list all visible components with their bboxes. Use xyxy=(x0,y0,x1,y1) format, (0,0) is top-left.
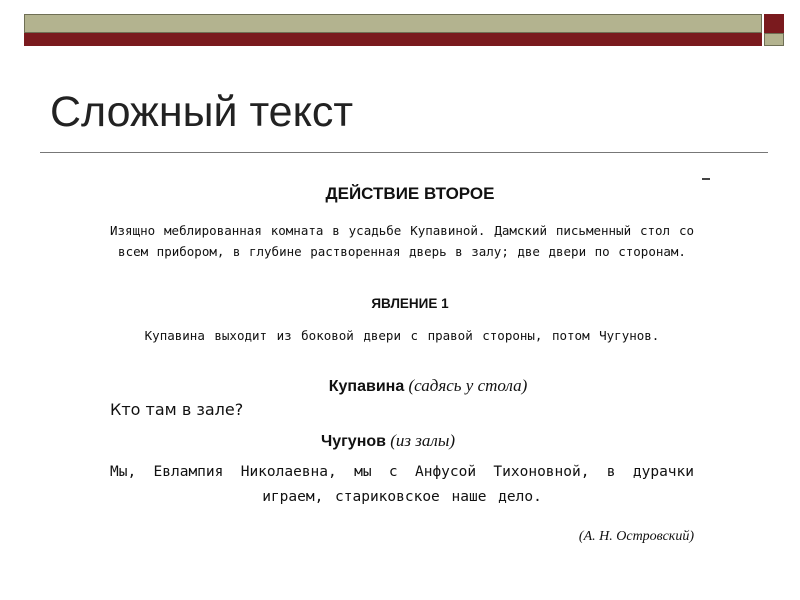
scanned-text-excerpt xyxy=(110,178,694,558)
speaker-remark: (садясь у стола) xyxy=(408,376,528,395)
scene-heading: ЯВЛЕНИЕ 1 xyxy=(371,296,449,311)
scan-mark xyxy=(702,178,710,180)
header-band-maroon xyxy=(24,33,762,46)
header-band-olive xyxy=(24,14,762,33)
speaker-chugunov xyxy=(96,431,680,452)
title-divider xyxy=(40,152,768,153)
header-corner-square-maroon xyxy=(764,14,784,33)
speaker-remark: (из залы) xyxy=(390,431,455,450)
dialogue-line-kupavina: Кто там в зале? xyxy=(110,400,244,419)
author-attribution: (А. Н. Островский) xyxy=(578,529,694,544)
speaker-name: Купавина xyxy=(328,378,405,395)
slide-title: Сложный текст xyxy=(50,88,354,136)
scene-direction: Купавина выходит из боковой двери с правой стороны, потом Чугунов. xyxy=(144,328,660,343)
act-heading: ДЕЙСТВИЕ ВТОРОЕ xyxy=(325,184,495,203)
stage-direction: Изящно меблированная комната в усадьбе Купавиной. Дамский письменный стол со всем прибором, в глубине растворенная дверь в залу; две двери по сторонам. xyxy=(110,223,694,259)
dialogue-line-chugunov: Мы, Евлампия Николаевна, мы с Анфусой Тихоновной, в дурачки играем, стариковское наше дело. xyxy=(110,464,694,505)
speaker-name: Чугунов xyxy=(321,433,386,450)
speaker-kupavina xyxy=(136,376,720,397)
header-corner-square-olive xyxy=(764,33,784,46)
